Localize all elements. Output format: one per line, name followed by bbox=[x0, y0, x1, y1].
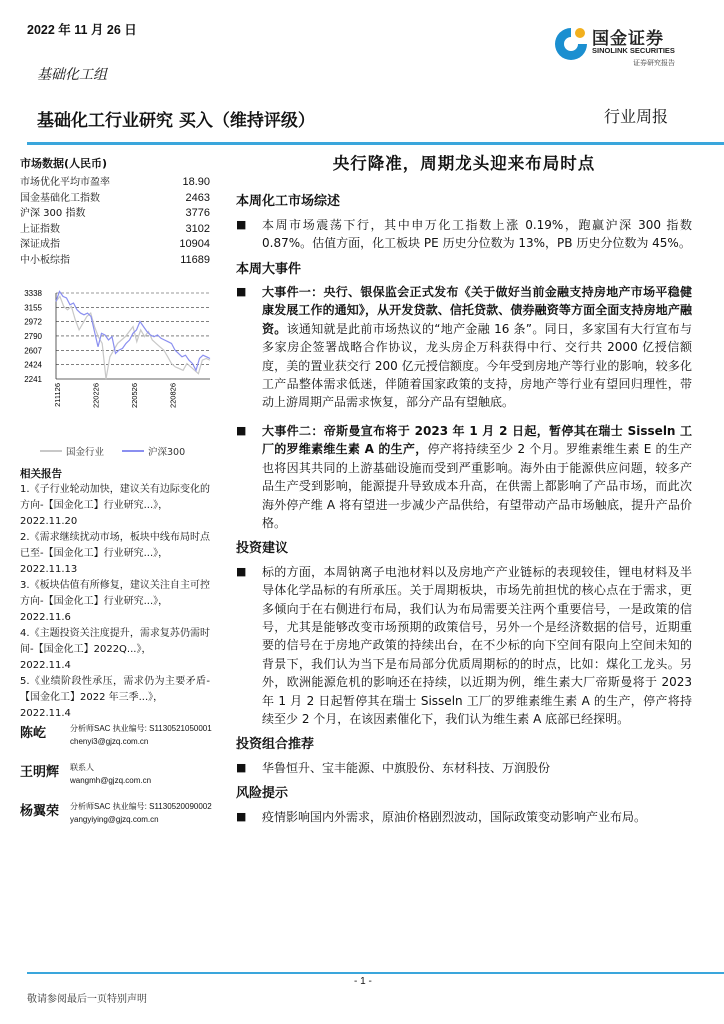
x-tick-label: 220826 bbox=[168, 383, 178, 409]
report-link[interactable]: 2.《需求继续扰动市场，板块中线布局时点已至-【国金化工】行业研究...》， bbox=[20, 532, 210, 559]
market-label: 深证成指 bbox=[20, 239, 60, 251]
y-tick-label: 2790 bbox=[24, 331, 42, 341]
analyst bbox=[20, 722, 240, 748]
bullet-icon: ■ bbox=[236, 760, 247, 774]
analyst-credential: 联系人 bbox=[70, 763, 94, 772]
market-label: 上证指数 bbox=[20, 223, 60, 235]
report-date: 2022.11.4 bbox=[20, 660, 71, 671]
related-reports bbox=[20, 466, 210, 722]
market-value: 2463 bbox=[185, 191, 210, 204]
y-tick-label: 2607 bbox=[24, 346, 42, 356]
analyst-list bbox=[20, 722, 240, 839]
report-date: 2022.11.20 bbox=[20, 516, 78, 527]
header-divider bbox=[27, 142, 724, 145]
market-value: 3102 bbox=[185, 222, 210, 235]
series-line-industry bbox=[56, 296, 210, 379]
bullet-icon: ■ bbox=[236, 423, 247, 437]
x-tick-label: 211126 bbox=[53, 383, 62, 407]
analyst bbox=[20, 800, 240, 826]
analyst-name: 杨翼荣 bbox=[20, 804, 60, 819]
related-report-item[interactable] bbox=[20, 530, 210, 578]
logo-mark-icon bbox=[553, 24, 589, 64]
x-tick-label: 220226 bbox=[91, 383, 101, 409]
chart-legend bbox=[40, 444, 185, 458]
logo-english: SINOLINK SECURITIES bbox=[592, 46, 675, 55]
legend-item-industry: 国金行业 bbox=[40, 444, 104, 458]
market-data bbox=[20, 155, 210, 269]
report-link[interactable]: 4.《主题投资关注度提升，需求复苏仍需时间-【国金化工】2022Q...》， bbox=[20, 628, 210, 655]
market-value: 10904 bbox=[179, 238, 210, 251]
logo-subtitle: 证券研究报告 bbox=[633, 59, 675, 67]
related-report-item[interactable] bbox=[20, 674, 210, 722]
y-tick-label: 2241 bbox=[24, 375, 42, 384]
analyst-email[interactable]: chenyi3@gjzq.com.cn bbox=[70, 737, 149, 746]
section-title: 本周化工市场综述 bbox=[236, 194, 341, 210]
bullet-item: ■ 本周市场震荡下行，其中申万化工指数上涨 0.19%，跑赢沪深 300 指数 0.87%。估值方面，化工板块 PE 历史分位数为 13%，PB 历史分位数为 45%。 bbox=[236, 216, 692, 253]
bullet-item: ■ 疫情影响国内外需求，原油价格剧烈波动，国际政策变动影响产业布局。 bbox=[236, 808, 692, 826]
y-tick-label: 2972 bbox=[24, 317, 42, 327]
report-link[interactable]: 3.《板块估值有所修复，建议关注自主可控方向-【国金化工】行业研究...》， bbox=[20, 580, 210, 607]
y-tick-label: 2424 bbox=[24, 360, 42, 370]
footer-divider bbox=[27, 972, 724, 974]
bullet-item: ■ 华鲁恒升、宝丰能源、中旗股份、东材科技、万润股份 bbox=[236, 759, 692, 777]
bullet-icon: ■ bbox=[236, 217, 247, 231]
market-label: 沪深 300 指数 bbox=[20, 208, 86, 220]
market-data-row bbox=[20, 206, 210, 222]
y-tick-label: 3155 bbox=[24, 303, 42, 313]
market-value: 3776 bbox=[185, 207, 210, 220]
market-data-row bbox=[20, 175, 210, 191]
market-value: 11689 bbox=[180, 253, 210, 266]
index-chart bbox=[14, 283, 214, 428]
analyst-name: 陈屹 bbox=[20, 726, 47, 741]
research-group: 基础化工组 bbox=[37, 67, 107, 83]
market-value: 18.90 bbox=[182, 176, 210, 188]
page-number: - 1 - bbox=[354, 976, 372, 987]
related-report-item[interactable] bbox=[20, 482, 210, 530]
analyst-email[interactable]: yangyiying@gjzq.com.cn bbox=[70, 815, 159, 824]
related-reports-title: 相关报告 bbox=[20, 468, 62, 480]
section-title: 投资组合推荐 bbox=[236, 737, 315, 753]
report-title: 基础化工行业研究 买入（维持评级） bbox=[37, 111, 315, 131]
market-label: 国金基础化工指数 bbox=[20, 192, 100, 204]
report-date: 2022.11.13 bbox=[20, 564, 78, 575]
main-content bbox=[236, 155, 692, 834]
bullet-item: ■ 标的方面，本周钠离子电池材料以及房地产产业链标的表现较佳，锂电材料及半导体化学品标的有所承压。关于周期板块，市场先前担忧的核心点在于需求，更多倾向于在右侧进行布局，我们认为布局需要关注两个重要信号，一是政策的信号，尤其是能够改变市场预期的政策信号，另外一个是经济数据的信号，近期重要的信号在于房地产政策的持续出台，在不少标的向下空间有限向上空间未知的背景下，我们认为当下是布局部分优质周期标的的时点，比如：煤化工龙头。另外，欧洲能源危机的影响还在持续，以近期为例，维生素大厂帝斯曼将于 2023 年 1 月 2 日起暂停其在瑞士 Sisseln 工厂的罗维素维生素 A 的生产，停产将持续至少 2 个月，在该因素催化下，我们认为维生素 A 底部已经探明。 bbox=[236, 563, 692, 729]
market-data-row bbox=[20, 191, 210, 207]
bullet-item: ■ 大事件一：央行、银保监会正式发布《关于做好当前金融支持房地产市场平稳健康发展工作的通知》，从开发贷款、信托贷款、债券融资等方面全面支持房地产融资。该通知就是此前市场热议的“地产金融 16 条”。同日，多家国有大行宣布与多家房企签署战略合作协议，龙头房企万科获得中行、交行共 2000 亿授信额度，美的置业获交行 200 亿元授信额度。今年受到房地产等行业的影响，较多化工产品整体需求低迷，伴随着国家政策的支持，房地产等行业有望回归理性，带动上游周期产品需求恢复，部分产品有望触底。 bbox=[236, 283, 692, 412]
analyst-credential: 分析师SAC 执业编号: S1130521050001 bbox=[70, 724, 212, 733]
analyst-name: 王明辉 bbox=[20, 765, 60, 780]
section-title: 风险提示 bbox=[236, 786, 289, 802]
market-label: 中小板综指 bbox=[20, 254, 70, 266]
report-date: 2022.11.4 bbox=[20, 708, 71, 719]
market-label: 市场优化平均市盈率 bbox=[20, 177, 110, 188]
report-date: 2022 年 11 月 26 日 bbox=[27, 23, 137, 37]
market-data-row bbox=[20, 237, 210, 253]
report-subtitle: 央行降准，周期龙头迎来布局时点 bbox=[332, 154, 596, 173]
bullet-item: ■ 大事件二：帝斯曼宣布将于 2023 年 1 月 2 日起，暂停其在瑞士 Sisseln 工厂的罗维素维生素 A 的生产，停产将持续至少 2 个月。罗维素维生素 E 的生产也将因其共同的上游基础设施而受到严重影响。海外由于能源供应问题，较多产品生产受到影响，能源提升导致成本升高，在供需上都影响了产品市场，而此次海外停产维 A 将有望进一步减少产品供给，有望带动产品市场触底，提升产品价格。 bbox=[236, 422, 692, 532]
section-title: 本周大事件 bbox=[236, 261, 302, 277]
report-type: 行业周报 bbox=[604, 107, 669, 126]
related-report-item[interactable] bbox=[20, 578, 210, 626]
market-data-title: 市场数据(人民币) bbox=[20, 157, 108, 170]
bullet-icon: ■ bbox=[236, 285, 247, 299]
market-data-row bbox=[20, 222, 210, 238]
disclaimer-note: 敬请参阅最后一页特别声明 bbox=[27, 994, 147, 1005]
logo-name: 国金证券 bbox=[592, 29, 664, 49]
bullet-icon: ■ bbox=[236, 564, 247, 578]
x-tick-label: 220526 bbox=[130, 383, 139, 409]
legend-item-hs300: 沪深300 bbox=[122, 444, 185, 458]
related-report-item[interactable] bbox=[20, 626, 210, 674]
sinolink-logo bbox=[553, 22, 693, 70]
analyst bbox=[20, 761, 240, 787]
y-tick-label: 3338 bbox=[24, 289, 42, 298]
report-link[interactable]: 1.《子行业轮动加快，建议关有边际变化的方向-【国金化工】行业研究...》， bbox=[20, 484, 210, 511]
section-title: 投资建议 bbox=[236, 541, 289, 557]
bullet-icon: ■ bbox=[236, 809, 247, 823]
report-date: 2022.11.6 bbox=[20, 612, 71, 623]
analyst-credential: 分析师SAC 执业编号: S1130520090002 bbox=[70, 802, 212, 811]
analyst-email[interactable]: wangmh@gjzq.com.cn bbox=[70, 776, 152, 785]
report-link[interactable]: 5.《业绩阶段性承压，需求仍为主要矛盾-【国金化工】2022 年三季...》， bbox=[20, 676, 210, 703]
market-data-row bbox=[20, 253, 210, 269]
